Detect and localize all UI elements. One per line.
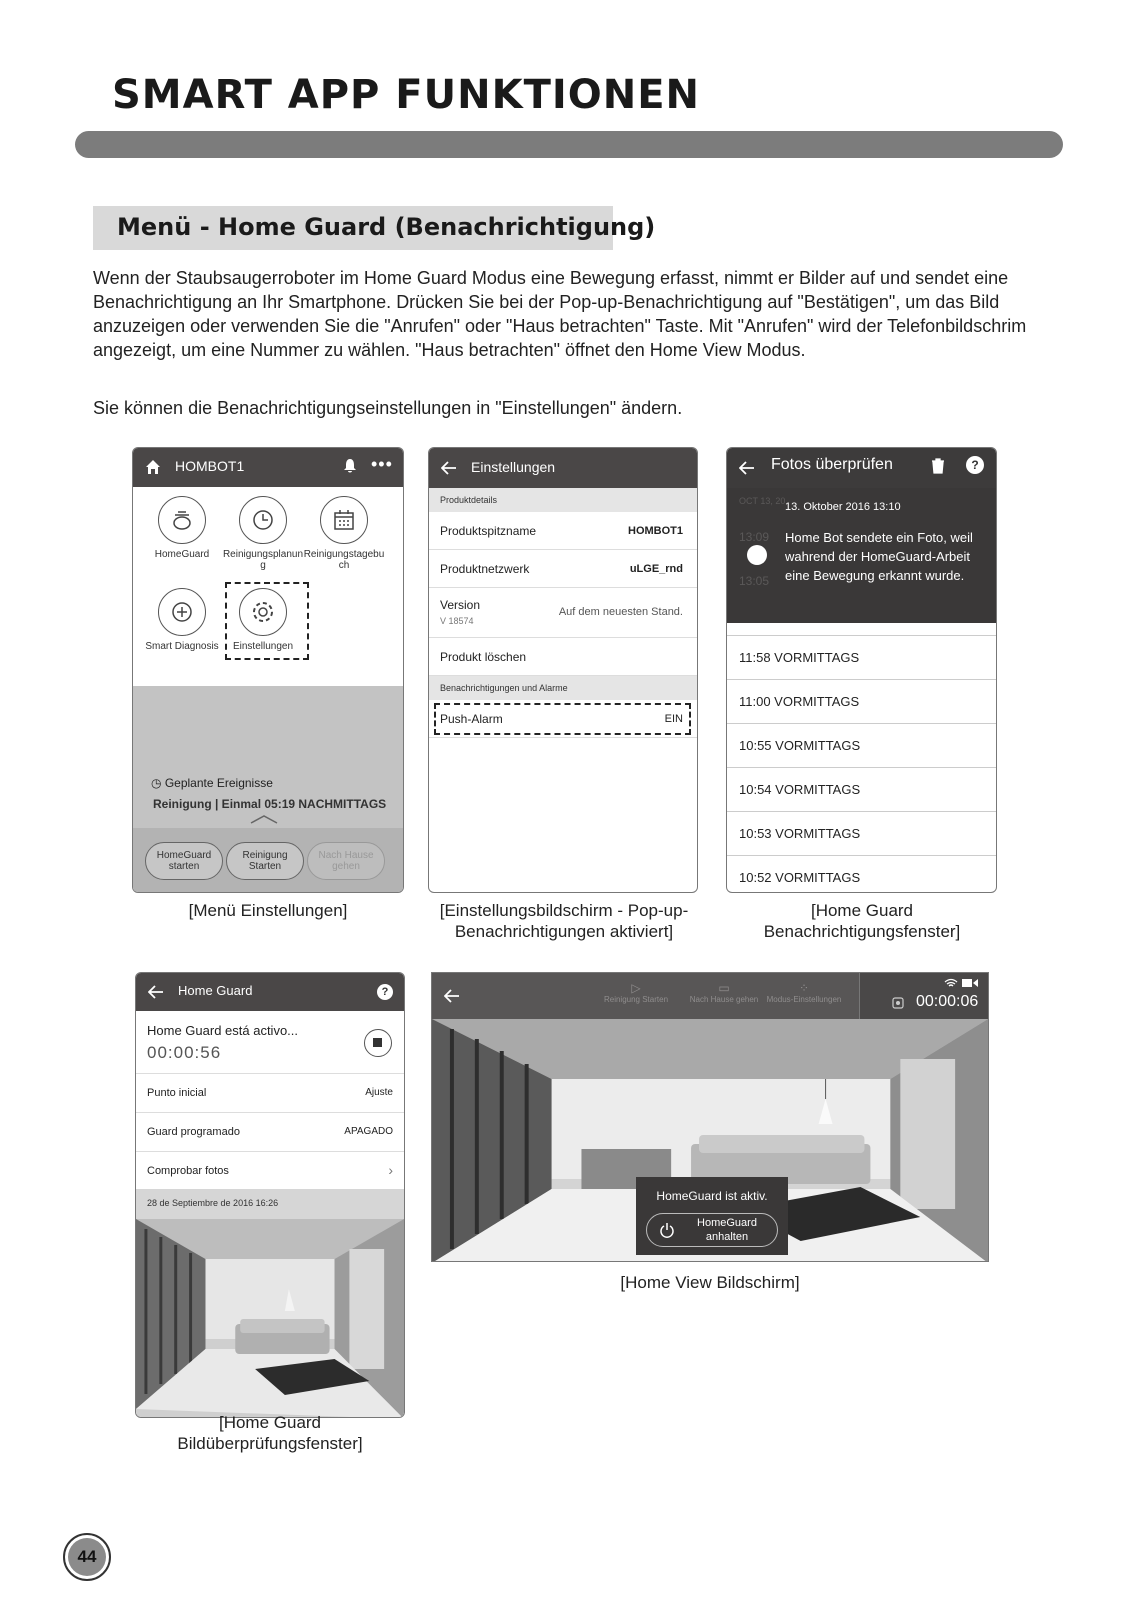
record-icon — [892, 997, 904, 1009]
row-label: Comprobar fotos — [147, 1165, 229, 1177]
clock-icon: ◷ — [151, 776, 165, 790]
row-version[interactable] — [429, 588, 697, 638]
row-nickname[interactable] — [429, 512, 697, 550]
dock-icon: ▭ — [718, 981, 730, 995]
row-scheduled-guard[interactable] — [136, 1112, 404, 1151]
highlight-box — [225, 582, 309, 660]
background-text: 13:09 — [739, 530, 770, 544]
row-network[interactable] — [429, 550, 697, 588]
tile-label: Reinigungstagebu ch — [303, 549, 385, 571]
time-row[interactable]: 11:00 VORMITTAGS — [727, 680, 996, 724]
stop-icon[interactable] — [364, 1029, 392, 1057]
homeguard-active-popup — [636, 1177, 788, 1255]
chevron-up-icon[interactable] — [249, 814, 279, 824]
tile-cleaning-schedule[interactable] — [222, 496, 304, 571]
tile-label: Einstellungen — [232, 641, 294, 652]
time-row[interactable]: 10:54 VORMITTAGS — [727, 768, 996, 812]
notification-message: Home Bot sendete ein Foto, weil wahrend der HomeGuard-Arbeit eine Bewegung erkannt wurde. — [785, 530, 973, 583]
notification-date: 13. Oktober 2016 13:10 — [785, 501, 901, 513]
row-check-photos[interactable] — [136, 1151, 404, 1190]
back-arrow-icon[interactable] — [444, 989, 460, 1003]
row-sublabel: V 18574 — [440, 616, 474, 626]
trash-icon[interactable] — [931, 458, 945, 474]
mode-settings-control[interactable] — [762, 981, 846, 1004]
chevron-right-icon: › — [388, 1162, 393, 1178]
time-row[interactable]: 10:53 VORMITTAGS — [727, 812, 996, 856]
tile-label: Reinigungsplanun g — [222, 549, 304, 571]
control-bar — [432, 973, 988, 1019]
row-value: Auf dem neuesten Stand. — [558, 606, 683, 618]
room-photo[interactable] — [136, 1219, 404, 1418]
push-alarm-toggle[interactable]: EIN — [664, 713, 683, 725]
popup-title: HomeGuard ist aktiv. — [656, 1189, 768, 1203]
tile-label: HomeGuard — [154, 549, 210, 560]
row-label: Produktnetzwerk — [440, 562, 530, 576]
help-icon[interactable]: ? — [966, 456, 984, 474]
go-home-control[interactable] — [682, 981, 766, 1004]
tile-smart-diagnosis[interactable] — [141, 588, 223, 652]
row-label: Punto inicial — [147, 1087, 207, 1099]
camera-icon — [962, 978, 978, 988]
control-label: Reinigung Starten — [603, 995, 669, 1004]
row-label: Produktspitzname — [440, 524, 537, 538]
back-arrow-icon[interactable] — [739, 461, 755, 475]
power-icon — [659, 1222, 675, 1238]
start-homeguard-button[interactable]: HomeGuard starten — [145, 842, 223, 880]
tile-cleaning-diary[interactable] — [303, 496, 385, 571]
status-text: Home Guard está activo... — [147, 1023, 299, 1038]
go-home-button[interactable]: Nach Hause gehen — [307, 842, 385, 880]
row-label: Guard programado — [147, 1126, 240, 1138]
wifi-icon — [944, 978, 958, 988]
calendar-icon — [320, 496, 368, 544]
row-start-point[interactable] — [136, 1073, 404, 1112]
start-cleaning-button[interactable]: Reinigung Starten — [226, 842, 304, 880]
events-label: Geplante Ereignisse — [164, 776, 273, 790]
event-detail: Reinigung | Einmal 05:19 NACHMITTAGS — [153, 797, 387, 811]
background-text: 13:05 — [739, 574, 770, 588]
background-text: OCT 13, 20 — [739, 496, 786, 506]
caption-screen5: [Home View Bildschirm] — [620, 1273, 800, 1292]
intro-paragraph-2: Sie können die Benachrichtigungseinstellungen in "Einstellungen" ändern. — [93, 398, 683, 418]
row-label: Push-Alarm — [440, 712, 503, 726]
page-title: SMART APP FUNKTIONEN — [112, 72, 701, 118]
row-value: APAGADO — [344, 1126, 393, 1137]
session-timer: 00:00:06 — [916, 993, 979, 1010]
back-arrow-icon[interactable] — [148, 985, 164, 999]
caption-screen3: [Home Guard Benachrichtigungsfenster] — [763, 901, 961, 941]
home-guard-screen — [135, 972, 405, 1418]
screen-title: Home Guard — [178, 983, 253, 998]
row-delete-product[interactable] — [429, 638, 697, 676]
control-label: Nach Hause gehen — [689, 995, 759, 1004]
screen-title: Einstellungen — [471, 459, 556, 475]
row-value: Ajuste — [365, 1087, 393, 1098]
time-row[interactable]: 10:55 VORMITTAGS — [727, 724, 996, 768]
time-row[interactable]: 11:58 VORMITTAGS — [727, 636, 996, 680]
page-number: 44 — [68, 1538, 106, 1576]
app-header — [727, 448, 996, 488]
notification-popup[interactable] — [727, 488, 996, 623]
section-title: Menü - Home Guard (Benachrichtigung) — [117, 213, 656, 241]
page-number-badge — [63, 1533, 111, 1581]
time-row[interactable]: 10:52 VORMITTAGS — [727, 856, 996, 893]
stop-homeguard-button[interactable] — [646, 1213, 778, 1247]
caption-screen1: [Menü Einstellungen] — [188, 901, 348, 920]
caption-screen2: [Einstellungsbildschirm - Pop-up- Benachrichtigungen aktiviert] — [439, 901, 689, 941]
app-header — [136, 973, 404, 1011]
elapsed-timer: 00:00:56 — [147, 1043, 222, 1062]
scheduled-events — [151, 776, 273, 790]
home-icon[interactable] — [145, 459, 161, 475]
play-icon: ▷ — [631, 981, 641, 995]
timer-box — [859, 973, 989, 1019]
grid-icon: ⁘ — [798, 981, 810, 995]
row-value: HOMBOT1 — [628, 525, 683, 537]
more-options-icon[interactable]: ••• — [371, 454, 393, 474]
button-label: HomeGuard anhalten — [697, 1217, 757, 1243]
tile-label: Smart Diagnosis — [145, 641, 219, 652]
row-value: uLGE_rnd — [629, 563, 683, 575]
control-label: Modus-Einstellungen — [766, 995, 842, 1004]
back-arrow-icon[interactable] — [441, 461, 457, 475]
app-header — [133, 448, 403, 487]
menu-settings-screen — [132, 447, 404, 893]
tile-homeguard[interactable] — [141, 496, 223, 560]
start-cleaning-control[interactable] — [594, 981, 678, 1004]
intro-paragraph: Wenn der Staubsaugerroboter im Home Guard Modus eine Bewegung erfasst, nimmt er Bilder auf und sendet eine Benachrichtigung an Ihr Smartphone. Drücken Sie bei der Pop-up-Benachrichtigung auf "Bestätigen", um das Bild anzuzeigen oder verwenden Sie die "Anrufen" oder "Haus betrachten" Taste. Mit "Anrufen" wird der Telefonbildschrim angezeigt, um eine Nummer zu wählen. "Haus betrachten" öffnet den Home View Modus. — [93, 268, 1027, 360]
title-divider-bar — [75, 131, 1063, 158]
diagnosis-icon — [158, 588, 206, 636]
device-name: HOMBOT1 — [175, 458, 245, 474]
photo-review-screen — [726, 447, 997, 893]
robot-icon — [747, 545, 767, 565]
section-header: Produktdetails — [429, 488, 697, 512]
screen-title: Fotos überprüfen — [771, 456, 893, 473]
photo-date: 28 de Septiembre de 2016 16:26 — [136, 1189, 404, 1219]
caption-screen4: [Home Guard Bildüberprüfungsfenster] — [177, 1413, 363, 1453]
row-label: Produkt löschen — [440, 650, 527, 664]
highlight-box — [434, 703, 691, 735]
section-header: Benachrichtigungen und Alarme — [429, 676, 697, 700]
homeguard-icon — [158, 496, 206, 544]
bell-icon[interactable] — [342, 458, 358, 474]
clock-icon — [239, 496, 287, 544]
home-view-screen — [431, 972, 989, 1262]
app-header — [429, 448, 697, 488]
row-label: Version — [440, 598, 481, 612]
help-icon[interactable]: ? — [377, 984, 393, 1000]
settings-screen — [428, 447, 698, 893]
